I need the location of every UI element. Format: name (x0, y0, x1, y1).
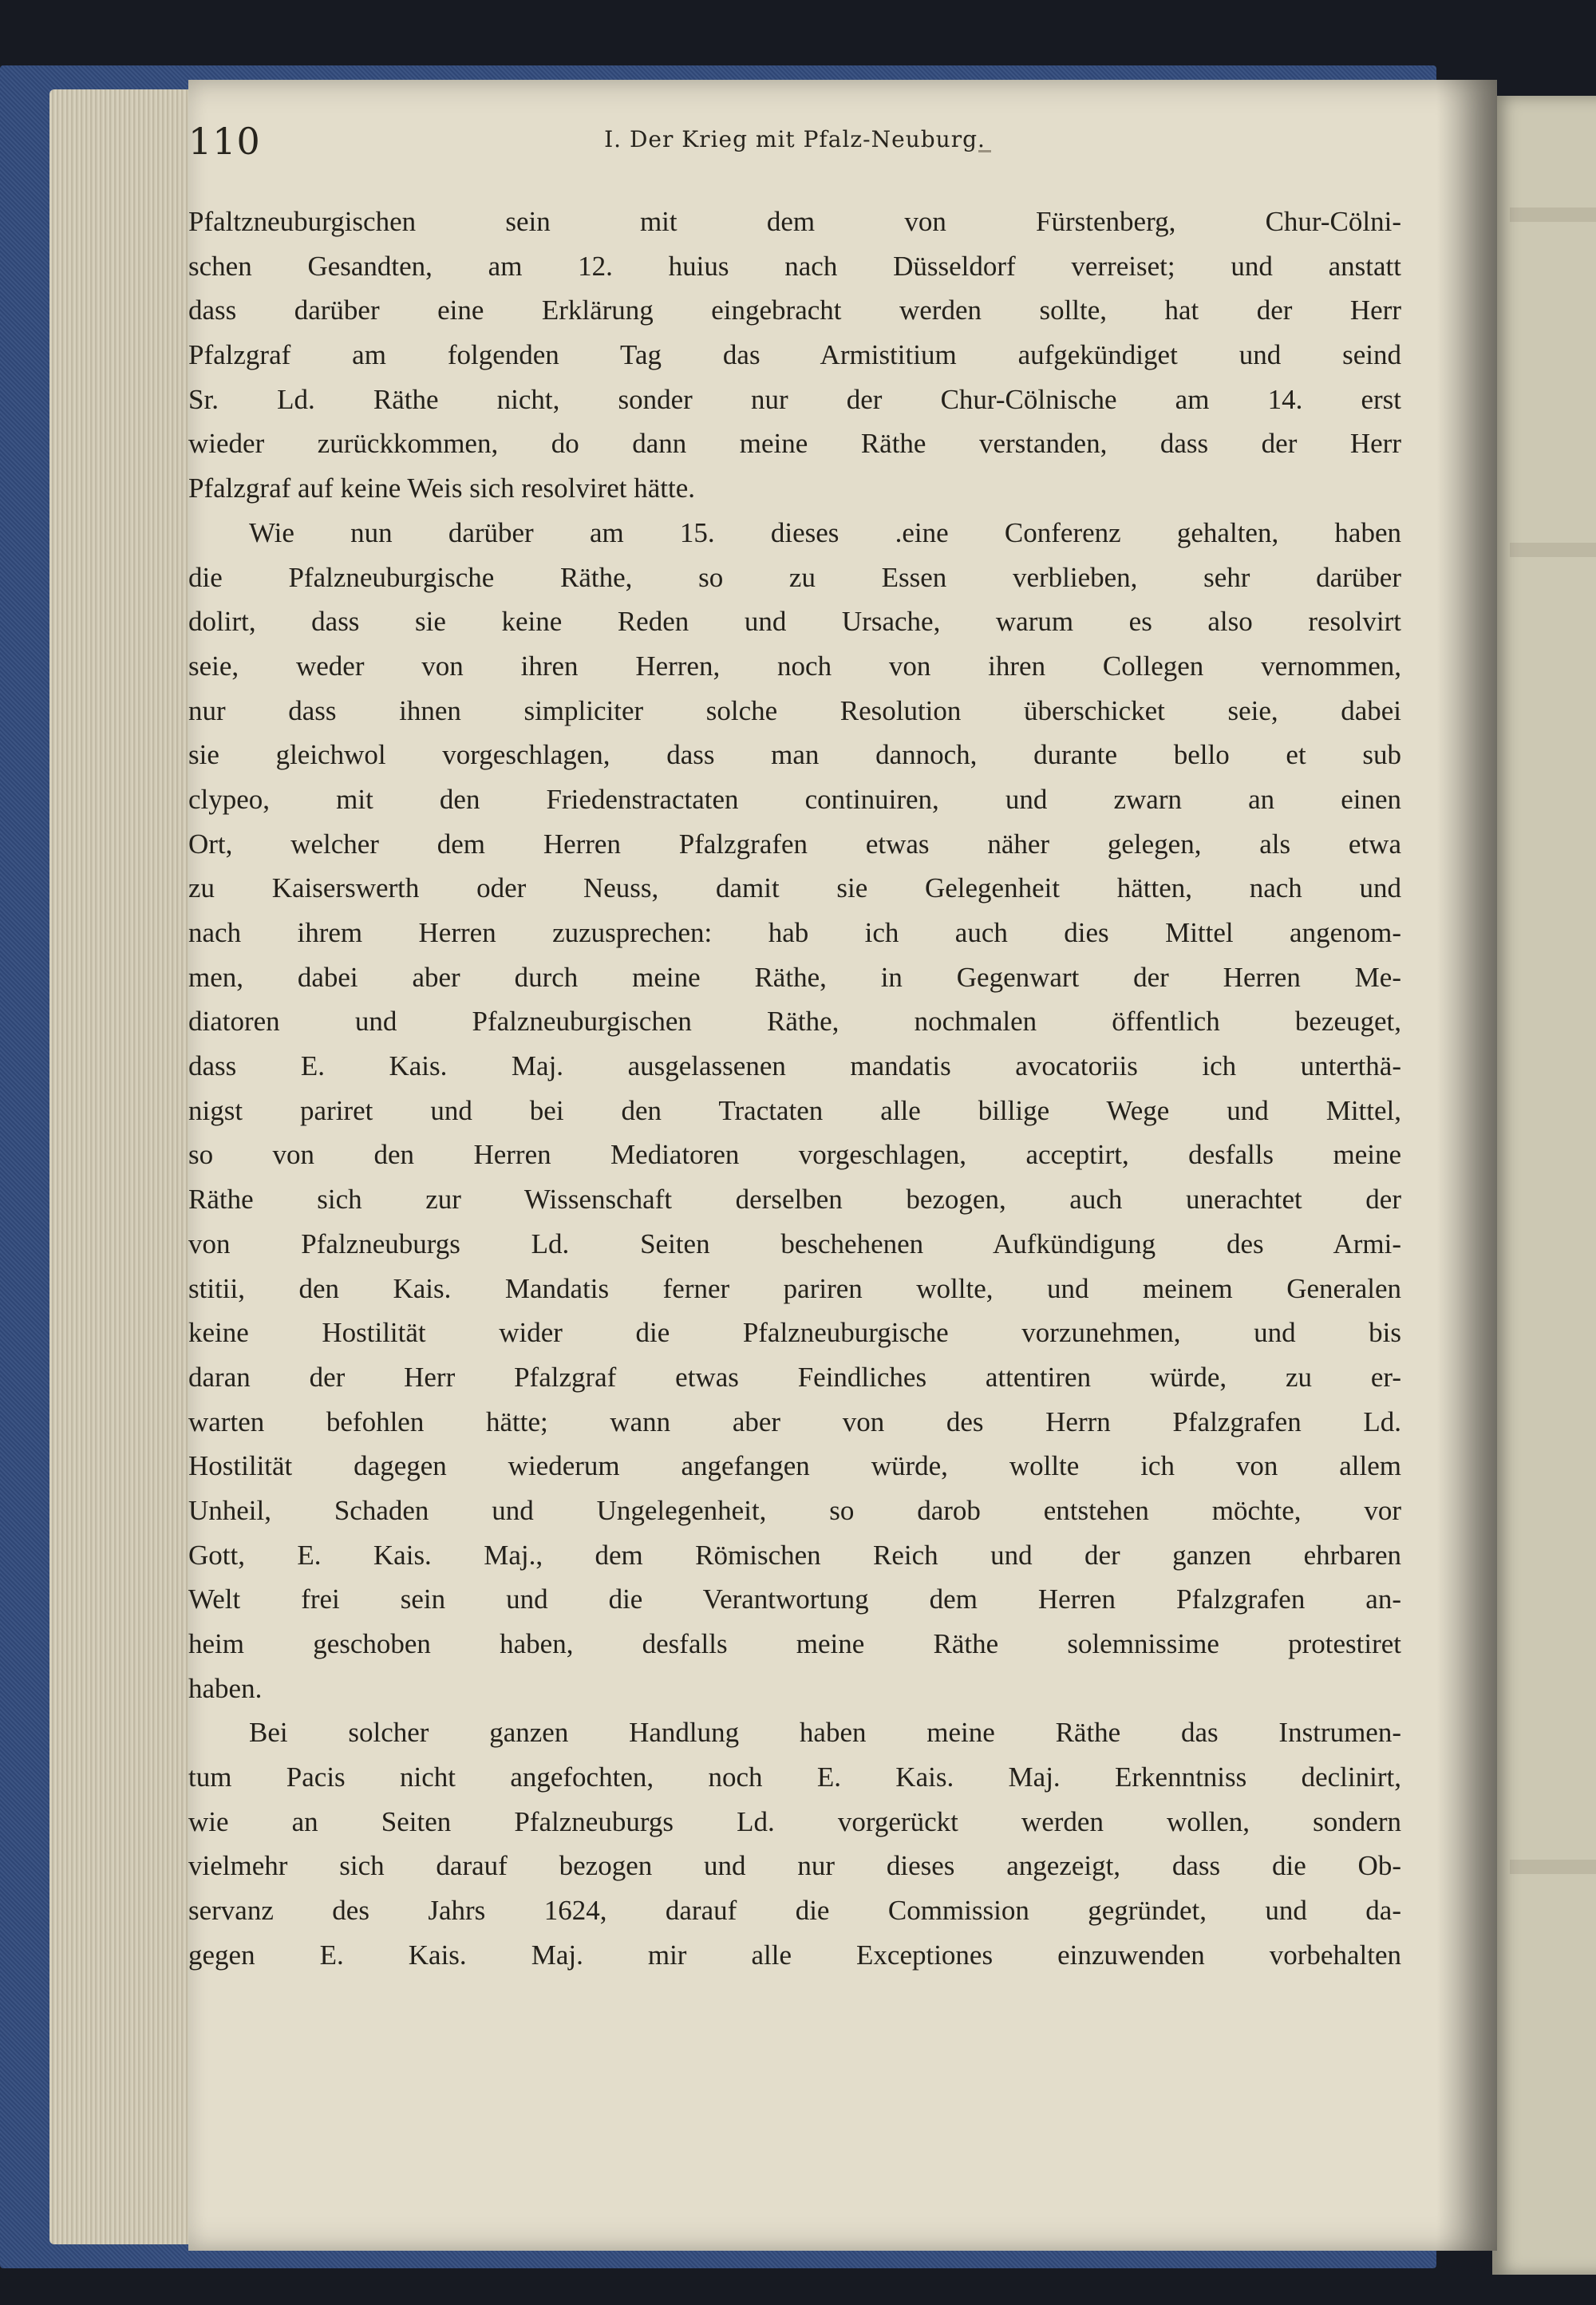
text-line: wieder zurückkommen, do dann meine Räthe verstanden, dass der Herr (188, 428, 1401, 460)
text-line: vielmehr sich darauf bezogen und nur dieses angezeigt, dass die Ob- (188, 1850, 1401, 1882)
facing-page-edge (1492, 96, 1596, 2275)
text-line: nigst pariret und bei den Tractaten alle billige Wege und Mittel, (188, 1094, 1401, 1126)
text-line: Gott, E. Kais. Maj., dem Römischen Reich und der ganzen ehrbaren (188, 1539, 1401, 1571)
page-header (188, 120, 1401, 176)
page-number: 110 (188, 120, 261, 163)
text-line: gegen E. Kais. Maj. mir alle Exceptiones einzuwenden vorbehalten (188, 1939, 1401, 1971)
page-edges (49, 89, 209, 2244)
text-line: stitii, den Kais. Mandatis ferner pariren wollte, und meinem Generalen (188, 1272, 1401, 1304)
text-line: servanz des Jahrs 1624, darauf die Commission gegründet, und da- (188, 1895, 1401, 1927)
text-line: diatoren und Pfalzneuburgischen Räthe, nochmalen öffentlich bezeuget, (188, 1006, 1401, 1038)
text-line: Pfaltzneuburgischen sein mit dem von Fürstenberg, Chur-Cölni- (188, 206, 1401, 237)
text-line: Welt frei sein und die Verantwortung dem Herren Pfalzgrafen an- (188, 1583, 1401, 1615)
text-line: dolirt, dass sie keine Reden und Ursache, warum es also resolvirt (188, 606, 1401, 638)
text-line: Ort, welcher dem Herren Pfalzgrafen etwas näher gelegen, als etwa (188, 828, 1401, 860)
body-text (188, 200, 1401, 1978)
text-line: warten befohlen hätte; wann aber von des Herrn Pfalzgrafen Ld. (188, 1406, 1401, 1437)
text-line: daran der Herr Pfalzgraf etwas Feindliches attentiren würde, zu er- (188, 1361, 1401, 1393)
text-line: Bei solcher ganzen Handlung haben meine Räthe das Instrumen- (249, 1717, 1401, 1749)
running-title: I. Der Krieg mit Pfalz-Neuburg. (604, 126, 986, 152)
text-line: schen Gesandten, am 12. huius nach Düsseldorf verreiset; und anstatt (188, 250, 1401, 282)
text-line: clypeo, mit den Friedenstractaten continuiren, und zwarn an einen (188, 783, 1401, 815)
text-line: keine Hostilität wider die Pfalzneuburgische vorzunehmen, und bis (188, 1317, 1401, 1349)
text-line: Pfalzgraf auf keine Weis sich resolviret hätte. (188, 472, 696, 504)
text-line: zu Kaiserswerth oder Neuss, damit sie Gelegenheit hätten, nach und (188, 872, 1401, 904)
text-line: wie an Seiten Pfalzneuburgs Ld. vorgerückt werden wollen, sondern (188, 1805, 1401, 1837)
text-line: Pfalzgraf am folgenden Tag das Armistitium aufgekündiget und seind (188, 339, 1401, 371)
text-line: so von den Herren Mediatoren vorgeschlagen, acceptirt, desfalls meine (188, 1139, 1401, 1171)
text-line: nach ihrem Herren zuzusprechen: hab ich auch dies Mittel angenom- (188, 917, 1401, 948)
gutter-shadow (1436, 80, 1497, 2251)
text-line: heim geschoben haben, desfalls meine Räthe solemnissime protestiret (188, 1628, 1401, 1659)
text-line: dass darüber eine Erklärung eingebracht werden sollte, hat der Herr (188, 295, 1401, 326)
text-line: Räthe sich zur Wissenschaft derselben bezogen, auch unerachtet der (188, 1184, 1401, 1216)
text-line: tum Pacis nicht angefochten, noch E. Kais. Maj. Erkenntniss declinirt, (188, 1761, 1401, 1793)
text-line: Unheil, Schaden und Ungelegenheit, so darob entstehen möchte, vor (188, 1494, 1401, 1526)
text-line: haben. (188, 1672, 263, 1704)
text-line: Wie nun darüber am 15. dieses .eine Conferenz gehalten, haben (249, 516, 1401, 548)
text-line: von Pfalzneuburgs Ld. Seiten beschehenen Aufkündigung des Armi- (188, 1228, 1401, 1259)
text-line: nur dass ihnen simpliciter solche Resolution überschicket seie, dabei (188, 694, 1401, 726)
text-line: dass E. Kais. Maj. ausgelassenen mandatis avocatoriis ich unterthä- (188, 1050, 1401, 1082)
text-line: Hostilität dagegen wiederum angefangen würde, wollte ich von allem (188, 1450, 1401, 1482)
text-line: Sr. Ld. Räthe nicht, sonder nur der Chur-Cölnische am 14. erst (188, 383, 1401, 415)
text-line: men, dabei aber durch meine Räthe, in Gegenwart der Herren Me- (188, 961, 1401, 993)
text-line: seie, weder von ihren Herren, noch von ihren Collegen vernommen, (188, 650, 1401, 682)
text-line: die Pfalzneuburgische Räthe, so zu Essen verblieben, sehr darüber (188, 561, 1401, 593)
text-line: sie gleichwol vorgeschlagen, dass man dannoch, durante bello et sub (188, 739, 1401, 771)
